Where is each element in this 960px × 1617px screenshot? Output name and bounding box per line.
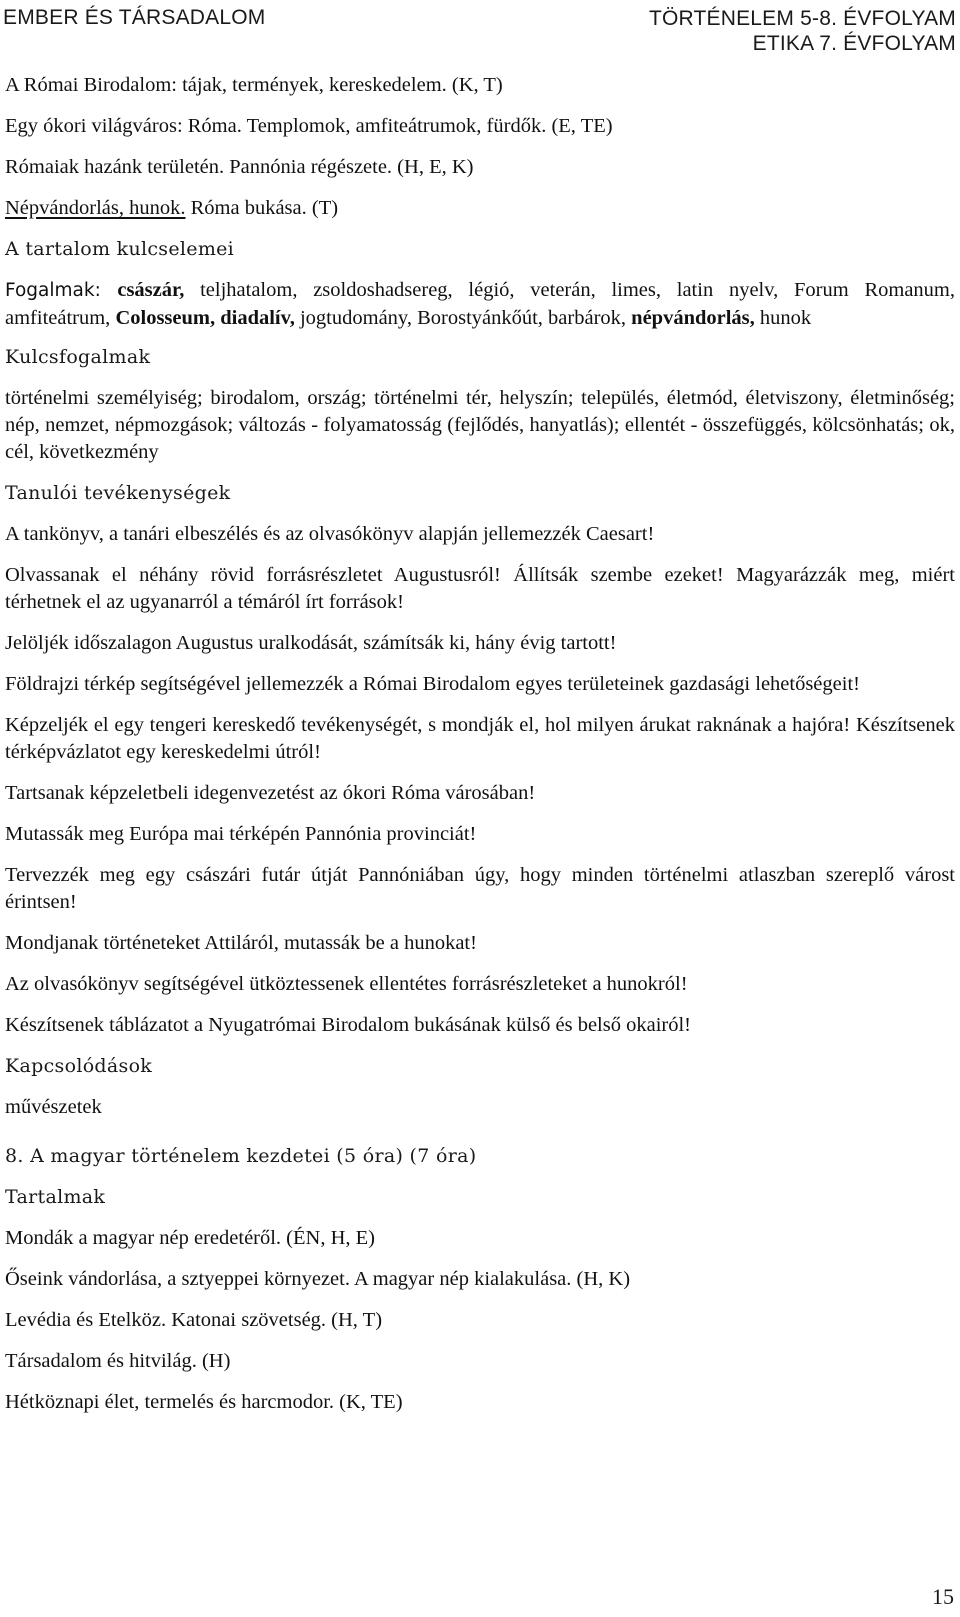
activity-item: Készítsenek táblázatot a Nyugatrómai Birodalom bukásának külső és belső okairól! xyxy=(5,1014,691,1036)
activity-item: Az olvasókönyv segítségével ütköztessenek ellentétes forrásrészleteket a hunokról! xyxy=(5,973,688,995)
topic-underlined-text: Népvándorlás, hunok. xyxy=(5,197,186,219)
activity-item: Jelöljék időszalagon Augustus uralkodását, számítsák ki, hány évig tartott! xyxy=(5,632,617,654)
header-grades xyxy=(649,6,956,56)
activity-item: Tartsanak képzeletbeli idegenvezetést az ókori Róma városában! xyxy=(5,782,536,804)
page-content xyxy=(5,72,955,1430)
header-history-grades: TÖRTÉNELEM 5-8. ÉVFOLYAM xyxy=(648,7,956,30)
activity-item: Olvassanak el néhány rövid forrásrészletet Augustusról! Állítsák szembe ezeket! Magyarázzák meg, miért térhetnek el az ugyanarról a témáról írt források! xyxy=(5,564,955,613)
concept-text: teljhatalom, zsoldoshadsereg, légió, veterán, limes, latin nyelv, Forum Romanum, amfiteátrum, xyxy=(5,279,955,329)
concept-text: hunok xyxy=(754,307,812,329)
activity-item: A tankönyv, a tanári elbeszélés és az olvasókönyv alapján jellemezzék Caesart! xyxy=(5,523,655,545)
concept-bold: Colosseum, diadalív, xyxy=(115,307,295,329)
activity-item: Tervezzék meg egy császári futár útját Pannóniában úgy, hogy minden történelmi atlaszban szereplő várost érintsen! xyxy=(5,864,955,913)
page-header xyxy=(0,3,960,55)
activity-item: Képzeljék el egy tengeri kereskedő tevékenységét, s mondják el, hol milyen árukat raknának a hajóra! Készítsenek térképvázlatot egy kereskedelmi útról! xyxy=(5,714,955,763)
topic-line: Egy ókori világváros: Róma. Templomok, amfiteátrumok, fürdők. (E, TE) xyxy=(5,115,613,137)
chapter-title: 8. A magyar történelem kezdetei (5 óra) (7 óra) xyxy=(5,1145,477,1167)
header-subject-area: EMBER ÉS TÁRSADALOM xyxy=(3,6,266,29)
connections-text: művészetek xyxy=(5,1096,102,1118)
concept-text: jogtudomány, Borostyánkőút, barbárok, xyxy=(294,307,632,329)
section-heading-connections: Kapcsolódások xyxy=(5,1055,153,1077)
topic-line: A Római Birodalom: tájak, termények, kereskedelem. (K, T) xyxy=(5,74,503,96)
content-item: Őseink vándorlása, a sztyeppei környezet. A magyar nép kialakulása. (H, K) xyxy=(5,1268,631,1290)
key-concepts-paragraph: történelmi személyiség; birodalom, ország; történelmi tér, helyszín; település, életmód, életviszony, életminőség; nép, nemzet, népmozgások; változás - folyamatosság (fejlődés, hanyatlás); ellentét - összefüggés, kölcsönhatás; ok, cél, következmény xyxy=(5,387,955,463)
concepts-paragraph xyxy=(5,277,955,332)
content-item: Hétköznapi élet, termelés és harcmodor. (K, TE) xyxy=(5,1391,403,1413)
topic-line-last xyxy=(5,195,955,222)
section-heading-key-concepts: Kulcsfogalmak xyxy=(5,346,151,368)
header-ethics-grades: ETIKA 7. ÉVFOLYAM xyxy=(752,32,956,55)
activity-item: Mondjanak történeteket Attiláról, mutassák be a hunokat! xyxy=(5,932,477,954)
content-item: Levédia és Etelköz. Katonai szövetség. (H, T) xyxy=(5,1309,383,1331)
activity-item: Mutassák meg Európa mai térképén Pannónia provinciát! xyxy=(5,823,477,845)
activity-item: Földrajzi térkép segítségével jellemezzék a Római Birodalom egyes területeinek gazdasági lehetőségeit! xyxy=(5,673,860,695)
topic-rest-text: Róma bukása. (T) xyxy=(185,197,339,219)
content-item: Mondák a magyar nép eredetéről. (ÉN, H, E) xyxy=(5,1227,375,1249)
page-number: 15 xyxy=(932,1584,954,1609)
content-item: Társadalom és hitvilág. (H) xyxy=(5,1350,231,1372)
section-heading-activities: Tanulói tevékenységek xyxy=(5,482,231,504)
section-heading-contents: Tartalmak xyxy=(5,1186,106,1208)
concepts-lead: Fogalmak: xyxy=(5,280,118,301)
section-heading-key-elements: A tartalom kulcselemei xyxy=(5,238,235,260)
concept-bold: császár, xyxy=(117,279,185,301)
concept-bold: népvándorlás, xyxy=(631,307,755,329)
topic-line: Rómaiak hazánk területén. Pannónia régészete. (H, E, K) xyxy=(5,156,474,178)
